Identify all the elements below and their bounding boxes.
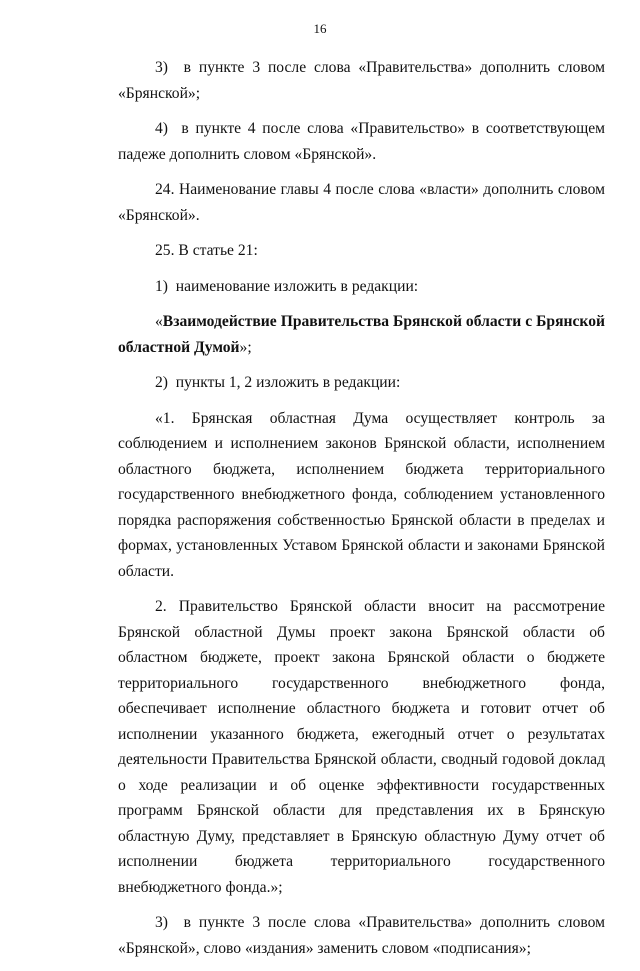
paragraph-new-title	[118, 309, 605, 360]
quote-open: «	[155, 313, 163, 330]
paragraph-item-3: 3) в пункте 3 после слова «Правительства» дополнить словом «Брянской»;	[118, 59, 605, 102]
paragraph-article-25: 25. В статье 21:	[155, 242, 258, 259]
paragraph-article-24: 24. Наименование главы 4 после слова «власти» дополнить словом «Брянской».	[118, 181, 605, 224]
document-body	[118, 55, 605, 971]
paragraph-item-4: 4) в пункте 4 после слова «Правительство» в соответствующем падеже дополнить словом «Брянской».	[118, 120, 605, 163]
paragraph-clause-2: 2. Правительство Брянской области вносит на рассмотрение Брянской областной Думы проект закона Брянской области об областном бюджете, проект закона Брянской области о бюджете территориального государственного внебюджетного фонда, обеспечивает исполнение областного бюджета и готовит отчет об исполнении указанного бюджета, ежегодный отчет о результатах деятельности Правительства Брянской области, сводный годовой доклад о ходе реализации и об оценке эффективности государственных программ Брянской области для представления их в Брянскую областную Думу, представляет в Брянскую областную Думу отчет об исполнении бюджета территориального государственного внебюджетного фонда.»;	[118, 598, 605, 896]
paragraph-clause-1: «1. Брянская областная Дума осуществляет контроль за соблюдением и исполнением законов Брянской области, исполнением областного бюджета, исполнением бюджета территориального государственного внебюджетного фонда, соблюдением установленного порядка распоряжения собственностью Брянской области в пределах и формах, установленных Уставом Брянской области и законами Брянской области.	[118, 409, 605, 580]
page-number: 16	[313, 21, 327, 36]
new-chapter-title: Взаимодействие Правительства Брянской области с Брянской областной Думой	[118, 313, 605, 356]
paragraph-subitem-1: 1) наименование изложить в редакции:	[155, 277, 419, 295]
quote-close: »;	[239, 338, 252, 356]
paragraph-subitem-2: 2) пункты 1, 2 изложить в редакции:	[155, 374, 401, 391]
paragraph-subitem-3: 3) в пункте 3 после слова «Правительства» дополнить словом «Брянской», слово «издания» заменить словом «подписания»;	[118, 914, 605, 957]
